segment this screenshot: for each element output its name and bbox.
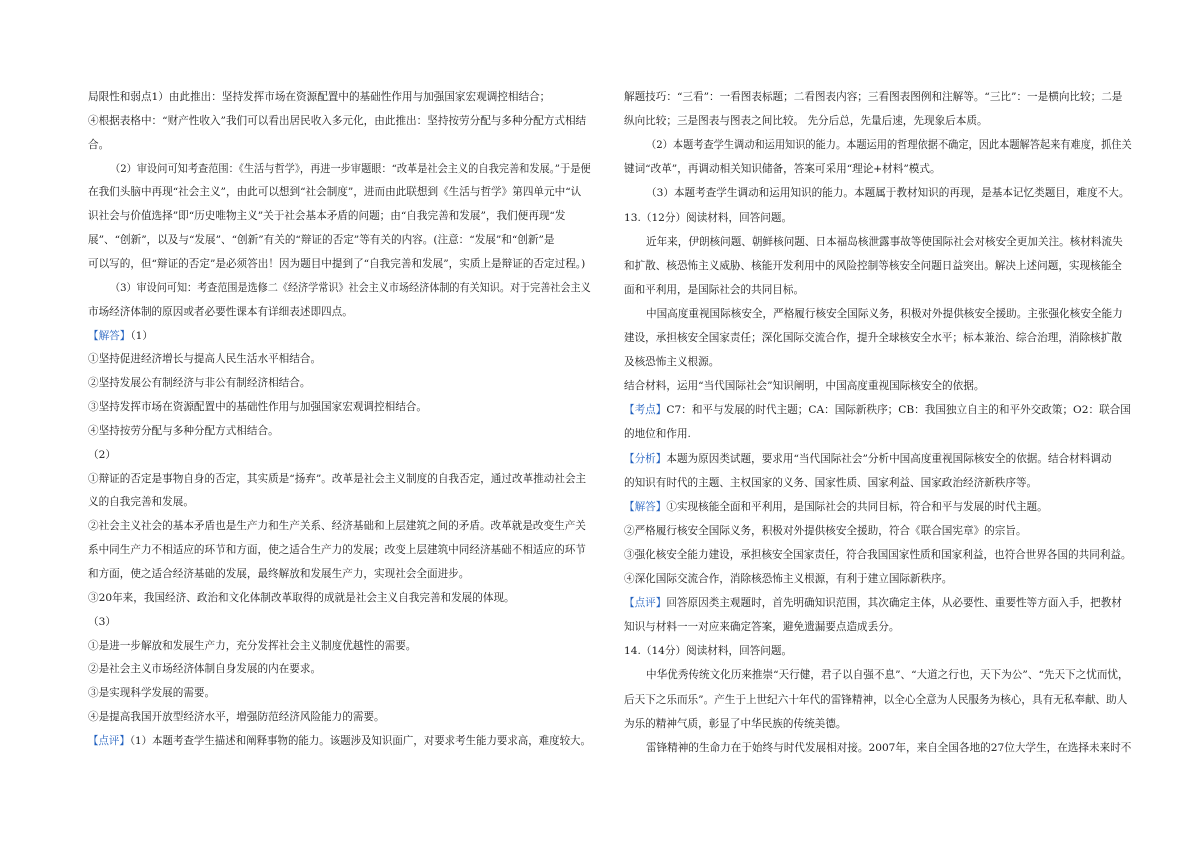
text-line	[88, 209, 565, 223]
line-text: ④根据表格中：“财产性收入”我们可以看出居民收入多元化，由此推出：坚持按劳分配与多种分配方式相结	[88, 114, 587, 127]
text-line	[624, 259, 1122, 273]
text-line	[88, 686, 215, 700]
line-text: 展”、“创新”，以及与“发展”、“创新”有关的“辩证的否定”等有关的内容。(注意：“发展”和“创新”是	[88, 234, 555, 247]
line-text: （1）	[130, 329, 154, 342]
line-text: 及核恐怖主义根源。	[624, 356, 720, 369]
text-line	[646, 307, 1123, 321]
line-text: ③坚持发挥市场在资源配置中的基础性作用与加强国家宏观调控相结合。	[88, 401, 427, 414]
line-text: 在我们头脑中再现“社会主义”，由此可以想到“社会制度”，进而由此联想到《生活与哲学》第四单元中“认	[88, 186, 582, 199]
line-text: ①是进一步解放和发展生产力，充分发挥社会主义制度优越性的需要。	[88, 639, 417, 652]
text-line	[624, 427, 691, 441]
text-line	[88, 185, 581, 199]
line-text: 为乐的精神气质，彰显了中华民族的传统美德。	[624, 717, 847, 730]
line-text: ④深化国际交流合作，消除核恐怖主义根源，有利于建立国际新秩序。	[624, 573, 953, 585]
text-line	[646, 741, 1131, 755]
text-line	[88, 114, 586, 128]
text-line	[624, 644, 792, 658]
line-text: 14.（14分）阅读材料，回答问题。	[624, 645, 793, 658]
text-line	[88, 615, 116, 629]
text-line	[624, 693, 1127, 707]
line-text: 可以写的，但“辩证的否定”是必须答出！因为题目中提到了“自我完善和发展”，实质上是辩证的否定过程。)	[88, 257, 586, 270]
line-text: ②是社会主义市场经济体制自身发展的内在要求。	[88, 663, 322, 676]
line-text: 中国高度重视国际核安全，严格履行核安全国际义务，积极对外提供核安全援助。主张强化核安全能力	[646, 307, 1123, 320]
line-text: 中华优秀传统文化历来推崇“天行健，君子以自强不息”、“大道之行也，天下为公”、“先天下之忧而忧，	[646, 669, 1129, 682]
text-line	[624, 331, 1122, 345]
line-text: （2）审设问可知考查范围：《生活与哲学》，再进一步审题眼：“改革是社会主义的自我完善和发展。”于是便	[110, 162, 591, 175]
text-line	[88, 472, 586, 486]
text-line	[624, 572, 952, 586]
line-text: ②社会主义社会的基本矛盾也是生产力和生产关系、经济基础和上层建筑之间的矛盾。改革就是改变生产关	[88, 520, 586, 533]
text-line	[624, 476, 1037, 490]
line-text: 义的自我完善和发展。	[88, 496, 194, 509]
line-text: ③强化核安全能力建设，承担核安全国家责任，符合我国国家性质和国家利益，也符合世界各国的共同利益。	[624, 548, 1132, 561]
line-text: 的知识有时代的主题、主权国家的义务、国家性质、国家利益、国家政治经济新秩序等。	[624, 476, 1038, 489]
line-text: 面和平利用，是国际社会的共同目标。	[624, 283, 805, 296]
text-line	[646, 668, 1129, 682]
text-line	[624, 283, 804, 297]
text-line	[88, 567, 469, 581]
line-text: ③是实现科学发展的需要。	[88, 687, 216, 700]
text-line	[88, 448, 116, 462]
line-text: 本题为原因类试题，要求用“当代国际社会”分析中国高度重视国际核安全的依据。结合材料调动	[666, 452, 1112, 465]
line-text: （3）	[88, 615, 116, 628]
text-line	[88, 376, 310, 390]
text-line	[88, 519, 586, 533]
text-line	[88, 90, 550, 104]
text-line	[624, 379, 984, 393]
text-line	[624, 596, 1122, 610]
text-line	[88, 710, 385, 724]
line-text: 结合材料，运用“当代国际社会”知识阐明，中国高度重视国际核安全的依据。	[624, 380, 985, 393]
text-line	[88, 591, 515, 605]
line-text: ①实现核能全面和平利用，是国际社会的共同目标，符合和平与发展的时代主题。	[666, 500, 1048, 513]
line-text: ①辩证的否定是事物自身的否定，其实质是“扬弃”。改革是社会主义制度的自我否定，通过改革推动社会主	[88, 472, 587, 485]
text-line	[88, 352, 321, 366]
line-text: 雷锋精神的生命力在于始终与时代发展相对接。2007年，来自全国各地的27位大学生，在选择未来时不	[646, 741, 1132, 754]
text-line	[88, 233, 555, 247]
text-line	[624, 211, 792, 225]
line-text: 局限性和弱点1）由此推出：坚持发挥市场在资源配置中的基础性作用与加强国家宏观调控相结合；	[88, 91, 551, 103]
line-text: ③20年来，我国经济、政治和文化体制改革取得的成就是社会主义自我完善和发展的体现。	[88, 591, 515, 604]
text-line	[646, 186, 1129, 200]
text-line	[624, 90, 1122, 104]
line-text: 系中同生产力不相适应的环节和方面，使之适合生产力的发展；改变上层建筑中同经济基础不相适应的环节	[88, 544, 586, 557]
line-text: 13.（12分）阅读材料，回答问题。	[624, 211, 793, 224]
section-tag: 【分析】	[624, 452, 667, 465]
text-line	[88, 495, 194, 509]
text-line	[88, 329, 153, 343]
text-line	[624, 114, 988, 128]
text-line	[88, 662, 321, 676]
line-text: （3）审设问可知：考查范围是选修二《经济学常识》社会主义市场经济体制的有关知识。对于完善社会主义	[110, 281, 591, 294]
text-line	[88, 400, 427, 414]
text-line	[646, 138, 1132, 152]
line-text: （2）本题考查学生调动和运用知识的能力。本题运用的哲理依据不确定，因此本题解答起来有难度，抓住关	[646, 139, 1132, 152]
line-text: （3）本题考查学生调动和运用知识的能力。本题属于教材知识的再现，是基本记忆类题目，难度不大。	[646, 187, 1130, 200]
section-tag: 【考点】	[624, 404, 667, 417]
text-line	[624, 500, 1048, 514]
text-line	[624, 355, 719, 369]
text-line	[88, 138, 109, 152]
line-text: ④坚持按劳分配与多种分配方式相结合。	[88, 424, 279, 437]
line-text: 建设，承担核安全国家责任；深化国际交流合作，提升全球核安全水平；标本兼治、综合治理，消除核扩散	[624, 332, 1122, 344]
line-text: 键词“改革”，再调动相关知识储备，答案可采用“理论+材料”模式。	[624, 163, 941, 176]
text-line	[88, 257, 585, 271]
line-text: ④是提高我国开放型经济水平，增强防范经济风险能力的需要。	[88, 711, 385, 724]
line-text: ②严格履行核安全国际义务，积极对外提供核安全援助，符合《联合国宪章》的宗旨。	[624, 524, 1027, 537]
text-line	[624, 548, 1131, 562]
line-text: ②坚持发展公有制经济与非公有制经济相结合。	[88, 377, 311, 390]
line-text: 解题技巧：“三看”：一看图表标题；二看图表内容；三看图表图例和注解等。“三比”：一是横向比较；二是	[624, 91, 1123, 103]
text-line	[110, 162, 591, 176]
section-tag: 【解答】	[624, 500, 667, 513]
line-text: 识社会与价值选择”即“历史唯物主义”关于社会基本矛盾的问题；由“自我完善和发展”，我们便再现“发	[88, 210, 566, 223]
text-line	[624, 717, 846, 731]
line-text: （1）本题考查学生描述和阐释事物的能力。该题涉及知识面广，对要求考生能力要求高，难度较大。	[129, 734, 591, 747]
text-line	[110, 281, 591, 295]
text-line	[88, 639, 416, 653]
text-line	[624, 524, 1027, 538]
text-line	[624, 620, 899, 634]
section-tag: 【解答】	[88, 329, 131, 342]
text-line	[646, 235, 1123, 249]
text-line	[624, 452, 1112, 466]
line-text: 后天下之乐而乐”。产生于上世纪六十年代的雷锋精神，以全心全意为人民服务为核心，具有无私奉献、助人	[624, 693, 1128, 706]
line-text: C7：和平与发展的时代主题；CA：国际新秩序；CB：我国独立自主的和平外交政策；O2：联合国	[666, 404, 1131, 417]
text-line	[88, 424, 279, 438]
line-text: 的地位和作用.	[624, 428, 691, 441]
text-line	[88, 734, 591, 748]
line-text: 回答原因类主观题时，首先明确知识范围，其次确定主体，从必要性、重要性等方面入手，把教材	[666, 597, 1122, 610]
section-tag: 【点评】	[624, 597, 667, 610]
text-line	[88, 543, 586, 557]
line-text: ①坚持促进经济增长与提高人民生活水平相结合。	[88, 353, 322, 366]
line-text: （2）	[88, 448, 116, 461]
line-text: 近年来，伊朗核问题、朝鲜核问题、日本福岛核泄露事故等使国际社会对核安全更加关注。核材料流失	[646, 235, 1123, 248]
line-text: 和方面，使之适合经济基础的发展，最终解放和发展生产力，实现社会全面进步。	[88, 568, 470, 580]
section-tag: 【点评】	[88, 734, 130, 747]
line-text: 市场经济体制的原因或者必要性课本有详细表述即四点。	[88, 305, 353, 318]
line-text: 知识与材料一一对应来确定答案，避免遗漏要点造成丢分。	[624, 621, 900, 634]
text-line	[88, 305, 353, 319]
line-text: 纵向比较；三是图表与图表之间比较。 先分后总，先量后速，先现象后本质。	[624, 115, 988, 128]
line-text: 和扩散、核恐怖主义威胁、核能开发利用中的风险控制等核安全问题日益突出。解决上述问题，实现核能全	[624, 259, 1122, 272]
text-line	[624, 162, 941, 176]
line-text: 合。	[88, 138, 110, 151]
text-line	[624, 403, 1131, 417]
